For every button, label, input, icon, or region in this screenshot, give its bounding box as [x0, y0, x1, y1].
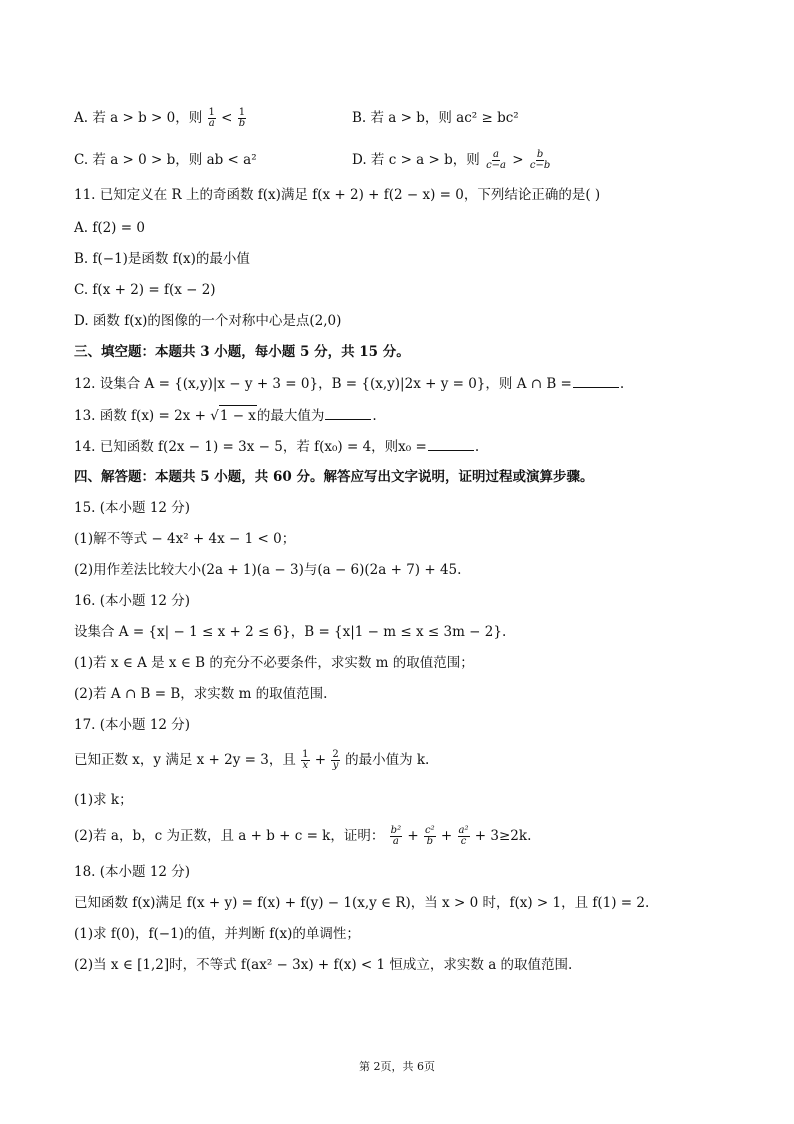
page-footer: 第 2页，共 6页: [359, 1060, 435, 1073]
q14: [74, 437, 479, 457]
q13-end: .: [372, 408, 377, 424]
q11-option-d: D. 函数 f(x)的图像的一个对称中心是点(2,0): [74, 313, 342, 329]
section-3-heading: 三、填空题：本题共 3 小题，每小题 5 分，共 15 分。: [74, 344, 410, 360]
q12: [74, 374, 624, 394]
q14-answer-blank: [428, 438, 474, 451]
q11-option-a: A. f(2) = 0: [74, 220, 145, 236]
q13: [74, 405, 377, 426]
q17-part-2: (2)若 a，b，c 为正数，且 a + b + c = k，证明： $\frac{\text{b²}}{a}$ + $\frac{\text{c²}}{b}$ + $\frac{\text{a²}}{c}$ + 3≥2k.: [74, 825, 532, 847]
q17-part-1: (1)求 k；: [74, 792, 133, 808]
sqrt-sign: √: [210, 408, 219, 424]
q11-option-b: B. f(−1)是函数 f(x)的最小值: [74, 251, 250, 267]
q17-heading: 17. (本小题 12 分): [74, 717, 191, 733]
q11-stem: 11. 已知定义在 R 上的奇函数 f(x)满足 f(x + 2) + f(2 − x) = 0，下列结论正确的是( ): [74, 187, 601, 203]
fraction-2-over-y: $\frac{2}{y}$: [332, 749, 339, 771]
option-10-c: C. 若 a > 0 > b，则 ab < a²: [74, 152, 257, 168]
q17-stem: 已知正数 x，y 满足 x + 2y = 3，且 $\frac{1}{x}$ + $\frac{2}{y}$ 的最小值为 k.: [74, 749, 430, 771]
option-10-b: B. 若 a > b，则 ac² ≥ bc²: [352, 110, 519, 126]
q15-heading: 15. (本小题 12 分): [74, 500, 191, 516]
fraction-b2-over-a: $\frac{\text{b²}}{a}$: [390, 825, 402, 847]
fraction-1-over-a: $\frac{1}{a}$: [208, 107, 215, 129]
q16-part-1: (1)若 x ∈ A 是 x ∈ B 的充分不必要条件，求实数 m 的取值范围；: [74, 655, 474, 671]
option-10-d: D. 若 c > a > b，则 $\frac{a}{c-a}$ > $\frac{b}{c-b}$: [352, 149, 551, 171]
fraction-1-over-b: $\frac{1}{b}$: [238, 107, 246, 129]
q15-part-2: (2)用作差法比较大小(2a + 1)(a − 3)与(a − 6)(2a + 7) + 45.: [74, 562, 462, 578]
option-10-a: A. 若 a > b > 0，则 $\frac{1}{a}$ < $\frac{1}{b}$: [74, 107, 246, 129]
q14-end: .: [474, 439, 480, 455]
option-10-a-text: A. 若 a > b > 0，则: [74, 110, 203, 126]
q18-heading: 18. (本小题 12 分): [74, 864, 191, 880]
q16-heading: 16. (本小题 12 分): [74, 593, 191, 609]
q12-end: .: [619, 376, 625, 392]
q12-answer-blank: [573, 375, 619, 388]
q18-part-1: (1)求 f(0)，f(−1)的值，并判断 f(x)的单调性；: [74, 926, 360, 942]
q13-post: 的最大值为: [256, 408, 325, 424]
q16-stem: 设集合 A = {x| − 1 ≤ x + 2 ≤ 6}，B = {x|1 − m ≤ x ≤ 3m − 2}.: [74, 624, 507, 640]
q17-stem-pre: 已知正数 x，y 满足 x + 2y = 3，且: [74, 752, 296, 768]
q11-option-c: C. f(x + 2) = f(x − 2): [74, 282, 216, 298]
option-10-d-text: D. 若 c > a > b，则: [352, 152, 480, 168]
q12-text: 12. 设集合 A = {(x,y)|x − y + 3 = 0}，B = {(x,y)|2x + y = 0}，则 A ∩ B =: [74, 376, 572, 392]
section-4-heading: 四、解答题：本题共 5 小题，共 60 分。解答应写出文字说明，证明过程或演算步骤。: [74, 469, 594, 485]
q15-part-1: (1)解不等式 − 4x² + 4x − 1 < 0；: [74, 531, 296, 547]
q13-answer-blank: [325, 407, 371, 420]
q17-part-2-post: + 3≥2k.: [474, 828, 532, 844]
q17-part-2-pre: (2)若 a，b，c 为正数，且 a + b + c = k，证明：: [74, 828, 385, 844]
q16-part-2: (2)若 A ∩ B = B，求实数 m 的取值范围.: [74, 686, 328, 702]
fraction-b-over-c-minus-b: $\frac{b}{c-b}$: [529, 149, 551, 171]
fraction-1-over-x: $\frac{1}{x}$: [302, 749, 309, 771]
q14-text: 14. 已知函数 f(2x − 1) = 3x − 5，若 f(x₀) = 4，则x₀ =: [74, 439, 427, 455]
q13-pre: 13. 函数 f(x) = 2x +: [74, 408, 206, 424]
fraction-a2-over-c: $\frac{\text{a²}}{c}$: [458, 825, 469, 847]
q17-stem-post: 的最小值为 k.: [345, 752, 430, 768]
fraction-a-over-c-minus-a: $\frac{a}{c-a}$: [486, 149, 507, 171]
fraction-c2-over-b: $\frac{\text{c²}}{b}$: [425, 825, 435, 847]
q18-stem: 已知函数 f(x)满足 f(x + y) = f(x) + f(y) − 1(x,y ∈ R)，当 x > 0 时，f(x) > 1，且 f(1) = 2.: [74, 895, 650, 911]
q18-part-2: (2)当 x ∈ [1,2]时，不等式 f(ax² − 3x) + f(x) < 1 恒成立，求实数 a 的取值范围.: [74, 957, 573, 973]
q13-radicand: 1 − x: [219, 405, 257, 426]
